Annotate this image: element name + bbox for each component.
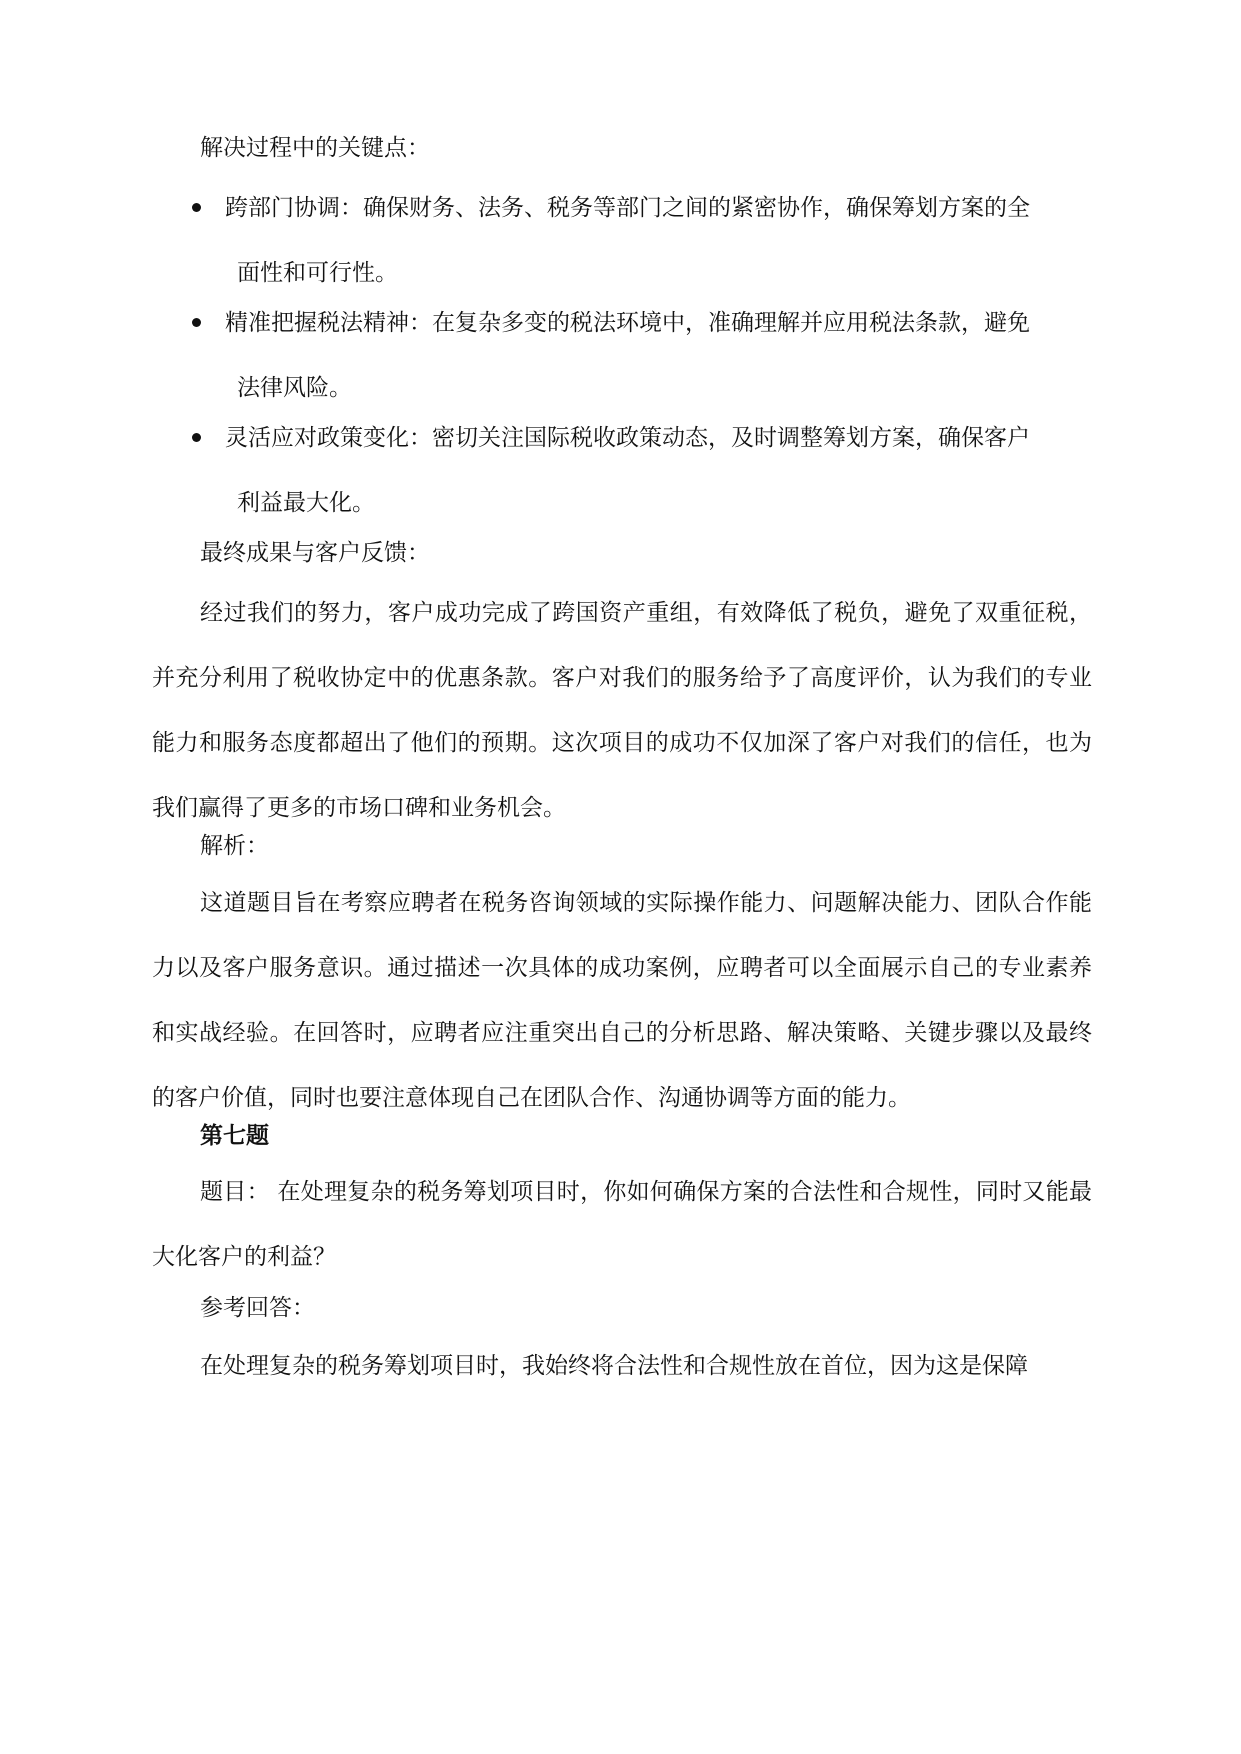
bullet-icon [192, 433, 201, 442]
question-title: 第七题 [200, 1122, 269, 1149]
bullet-item [152, 291, 1092, 421]
bullet-item [152, 406, 1092, 536]
bullet-icon [192, 318, 201, 327]
bullet-line: 利益最大化。 [237, 490, 375, 516]
bullet-icon [192, 203, 201, 212]
analysis-heading: 解析： [200, 833, 269, 859]
bullet-line: 跨部门协调：确保财务、法务、税务等部门之间的紧密协作，确保筹划方案的全 [225, 195, 1030, 221]
bullet-item [152, 176, 1092, 306]
bullet-line: 精准把握税法精神：在复杂多变的税法环境中，准确理解并应用税法条款，避免 [225, 310, 1030, 336]
bullet-line: 面性和可行性。 [237, 260, 398, 286]
result-heading: 最终成果与客户反馈： [200, 540, 430, 566]
key-points-heading: 解决过程中的关键点： [200, 135, 430, 161]
analysis-paragraph: 这道题目旨在考察应聘者在税务咨询领域的实际操作能力、问题解决能力、团队合作能力以及客户服务意识。通过描述一次具体的成功案例，应聘者可以全面展示自己的专业素养和实战经验。在回答时，应聘者应注重突出自己的分析思路、解决策略、关键步骤以及最终的客户价值，同时也要注意体现自己在团队合作、沟通协调等方面的能力。 [152, 890, 1092, 1111]
reference-heading: 参考回答： [200, 1295, 315, 1321]
question-text: 题目： 在处理复杂的税务筹划项目时，你如何确保方案的合法性和合规性，同时又能最大化客户的利益？ [152, 1179, 1092, 1270]
bullet-line: 法律风险。 [237, 375, 352, 401]
bullet-line: 灵活应对政策变化：密切关注国际税收政策动态，及时调整筹划方案，确保客户 [225, 425, 1030, 451]
result-paragraph: 经过我们的努力，客户成功完成了跨国资产重组，有效降低了税负，避免了双重征税，并充分利用了税收协定中的优惠条款。客户对我们的服务给予了高度评价，认为我们的专业能力和服务态度都超出了他们的预期。这次项目的成功不仅加深了客户对我们的信任，也为我们赢得了更多的市场口碑和业务机会。 [152, 600, 1092, 821]
reference-paragraph: 在处理复杂的税务筹划项目时，我始终将合法性和合规性放在首位，因为这是保障 [200, 1353, 1028, 1379]
